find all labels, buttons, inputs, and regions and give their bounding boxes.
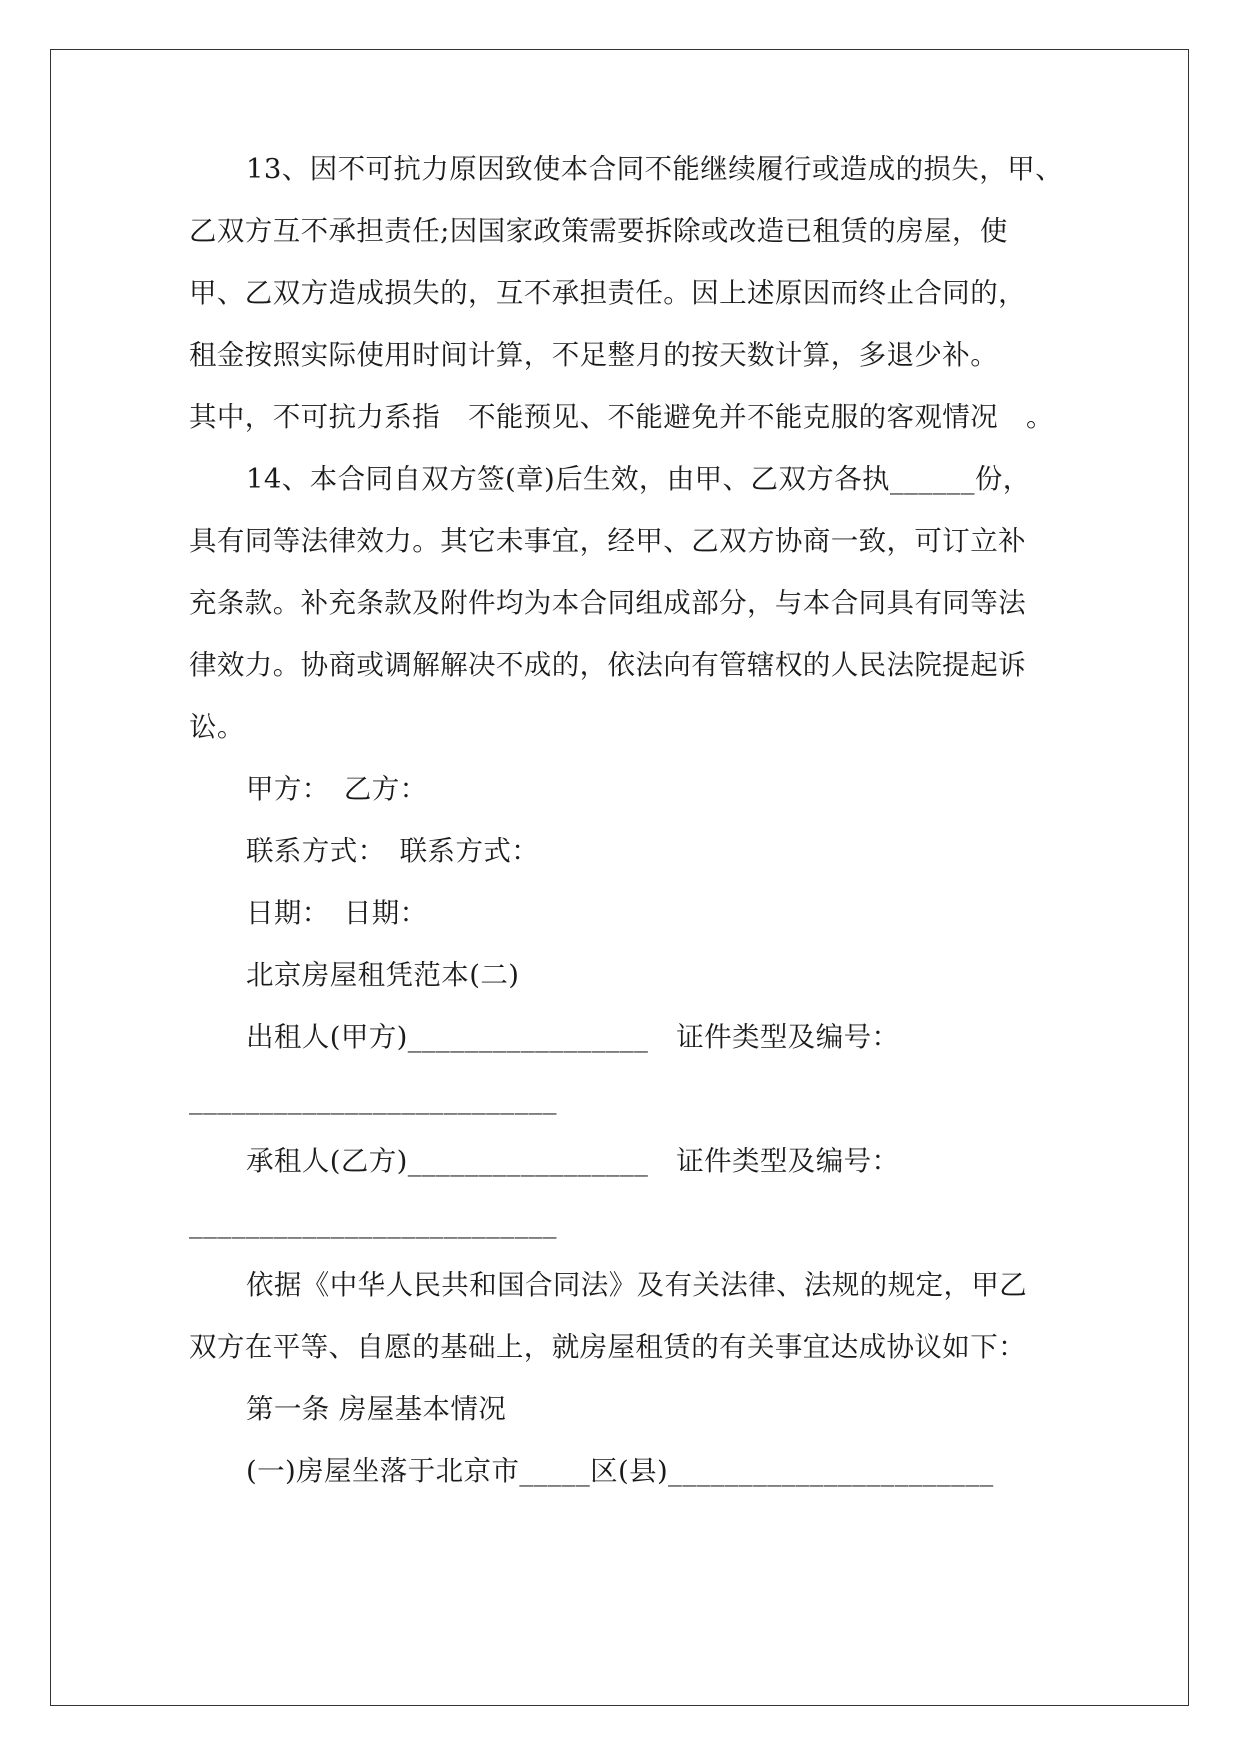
template-title: 北京房屋租凭范本(二) (246, 959, 520, 991)
preamble-line-2: 双方在平等、自愿的基础上，就房屋租赁的有关事宜达成协议如下： (189, 1331, 1026, 1363)
lessee-field: 承租人(乙方)_________________ 证件类型及编号： (246, 1145, 900, 1177)
clause-14-line-3: 充条款。补充条款及附件均为本合同组成部分，与本合同具有同等法 (189, 587, 1026, 619)
clause-13-line-1: 13、因不可抗力原因致使本合同不能继续履行或造成的损失，甲、 (246, 153, 1063, 185)
clause-13-line-3: 甲、乙双方造成损失的，互不承担责任。因上述原因而终止合同的， (189, 277, 1026, 309)
clause-14-line-4: 律效力。协商或调解解决不成的，依法向有管辖权的人民法院提起诉 (189, 649, 1026, 681)
clause-13-line-5: 其中，不可抗力系指 不能预见、不能避免并不能克服的客观情况 。 (189, 401, 1054, 433)
contact-info: 联系方式： 联系方式： (246, 835, 540, 867)
clause-13-line-4: 租金按照实际使用时间计算，不足整月的按天数计算，多退少补。 (189, 339, 999, 371)
lessor-field: 出租人(甲方)_________________ 证件类型及编号： (246, 1021, 900, 1053)
clause-14-line-2: 具有同等法律效力。其它未事宜，经甲、乙双方协商一致，可订立补 (189, 525, 1026, 557)
clause-14-line-5: 讼。 (189, 711, 245, 743)
preamble-line-1: 依据《中华人民共和国合同法》及有关法律、法规的规定，甲乙 (246, 1269, 1028, 1301)
signing-dates: 日期： 日期： (246, 897, 428, 929)
property-location: (一)房屋坐落于北京市_____区(县)_______________________ (246, 1455, 994, 1487)
party-signatures: 甲方： 乙方： (246, 773, 428, 805)
lessor-id-blank: __________________________ (189, 1083, 557, 1115)
clause-14-line-1: 14、本合同自双方签(章)后生效，由甲、乙双方各执______份， (246, 463, 1031, 495)
article-1-heading: 第一条 房屋基本情况 (246, 1393, 507, 1425)
lessee-id-blank: __________________________ (189, 1207, 557, 1239)
clause-13-line-2: 乙双方互不承担责任;因国家政策需要拆除或改造已租赁的房屋，使 (189, 215, 1008, 247)
